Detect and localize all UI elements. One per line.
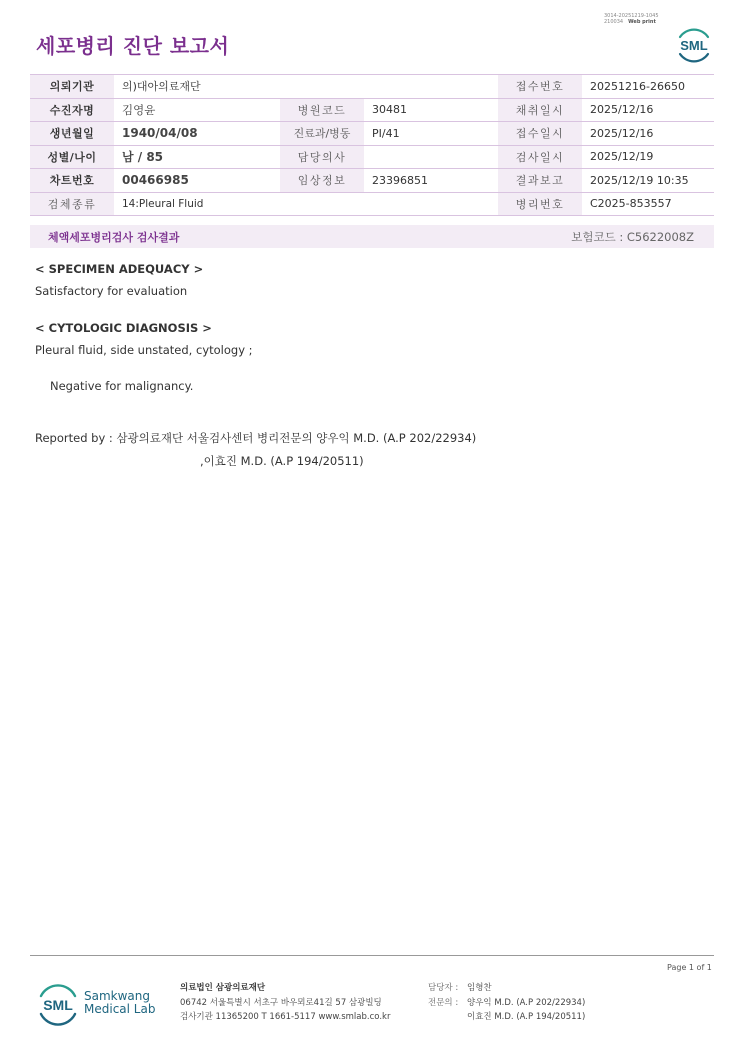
specimen-adequacy-text: Satisfactory for evaluation [35,284,188,298]
value-clinical-info: 23396851 [364,169,498,193]
value-birth-date: 1940/04/08 [114,122,280,146]
info-row [30,75,714,99]
sml-logo-icon [674,26,714,64]
value-requesting-institution: 의)대아의료재단 [114,75,498,99]
info-row [30,145,714,169]
print-id: 3014-20251219-1045 [604,13,659,19]
staff-info [428,981,585,1025]
value-pathology-number: C2025-853557 [582,192,714,216]
logo-bottom-text: SML [43,997,73,1013]
sml-logo-icon [36,980,80,1028]
org-address: 06742 서울특별시 서초구 바우뫼로41길 57 삼광빌딩 [180,997,382,1008]
staff-value: 임형찬 [467,983,492,993]
value-sex-age: 남 / 85 [114,145,280,169]
value-receipt-number: 20251216-26650 [582,75,714,99]
value-chart-number: 00466985 [114,169,280,193]
reported-by: Reported by : 삼광의료재단 서울검사센터 병리전문의 양우익 M.D. (A.P 202/22934) [35,431,477,445]
label-requesting-institution: 의뢰기관 [30,75,114,99]
label-department-ward: 진료과/병동 [280,122,364,146]
specimen-adequacy-heading: < SPECIMEN ADEQUACY > [35,262,204,276]
info-row [30,122,714,146]
specialist-2: 이효진 M.D. (A.P 194/20511) [467,1012,586,1022]
insurance-code: 보험코드 : C5622008Z [571,229,694,244]
page-number: Page 1 of 1 [667,963,712,972]
org-name: 의료법인 삼광의료재단 [180,983,266,993]
print-time: 210034 [604,19,624,25]
brand-line-2: Medical Lab [84,1002,156,1016]
label-collection-date: 채취일시 [498,98,582,122]
info-row [30,192,714,216]
organization-info [180,981,390,1025]
label-clinical-info: 임상정보 [280,169,364,193]
label-test-date: 검사일시 [498,145,582,169]
page-title: 세포병리 진단 보고서 [36,34,230,58]
footer-logo [36,980,166,1028]
info-row [30,169,714,193]
cytologic-diagnosis-text: Pleural fluid, side unstated, cytology ; [35,343,253,357]
logo-top-text: SML [680,38,708,53]
value-receipt-date: 2025/12/16 [582,122,714,146]
label-result-report: 결과보고 [498,169,582,193]
value-test-date: 2025/12/19 [582,145,714,169]
value-patient-name: 김영윤 [114,98,280,122]
brand-name [84,990,155,1016]
label-attending-physician: 담당의사 [280,145,364,169]
footer-divider [30,955,714,956]
print-meta [604,13,659,25]
info-row [30,98,714,122]
section-title: 체액세포병리검사 검사결과 [48,230,180,244]
label-chart-number: 차트번호 [30,169,114,193]
patient-info-table [30,74,714,216]
specialist-label: 전문의 : [428,997,459,1008]
org-contact: 검사기관 11365200 T 1661-5117 www.smlab.co.kr [180,1012,391,1022]
value-attending-physician [364,145,498,169]
label-patient-name: 수진자명 [30,98,114,122]
web-print-label: Web print [628,19,656,25]
label-specimen-type: 검체종류 [30,192,114,216]
value-hospital-code: 30481 [364,98,498,122]
diagnosis-result: Negative for malignancy. [50,379,194,393]
cytologic-diagnosis-heading: < CYTOLOGIC DIAGNOSIS > [35,321,212,335]
label-pathology-number: 병리번호 [498,192,582,216]
label-birth-date: 생년월일 [30,122,114,146]
value-collection-date: 2025/12/16 [582,98,714,122]
label-sex-age: 성별/나이 [30,145,114,169]
brand-line-1: Samkwang [84,989,150,1003]
label-receipt-date: 접수일시 [498,122,582,146]
label-hospital-code: 병원코드 [280,98,364,122]
reported-by-second: ,이효진 M.D. (A.P 194/20511) [200,454,364,468]
value-result-report: 2025/12/19 10:35 [582,169,714,193]
value-specimen-type: 14:Pleural Fluid [114,192,498,216]
label-receipt-number: 접수번호 [498,75,582,99]
specialist-1: 양우익 M.D. (A.P 202/22934) [467,997,586,1008]
value-department-ward: PI/41 [364,122,498,146]
staff-label: 담당자 : [428,983,459,993]
result-section-header [30,225,714,248]
